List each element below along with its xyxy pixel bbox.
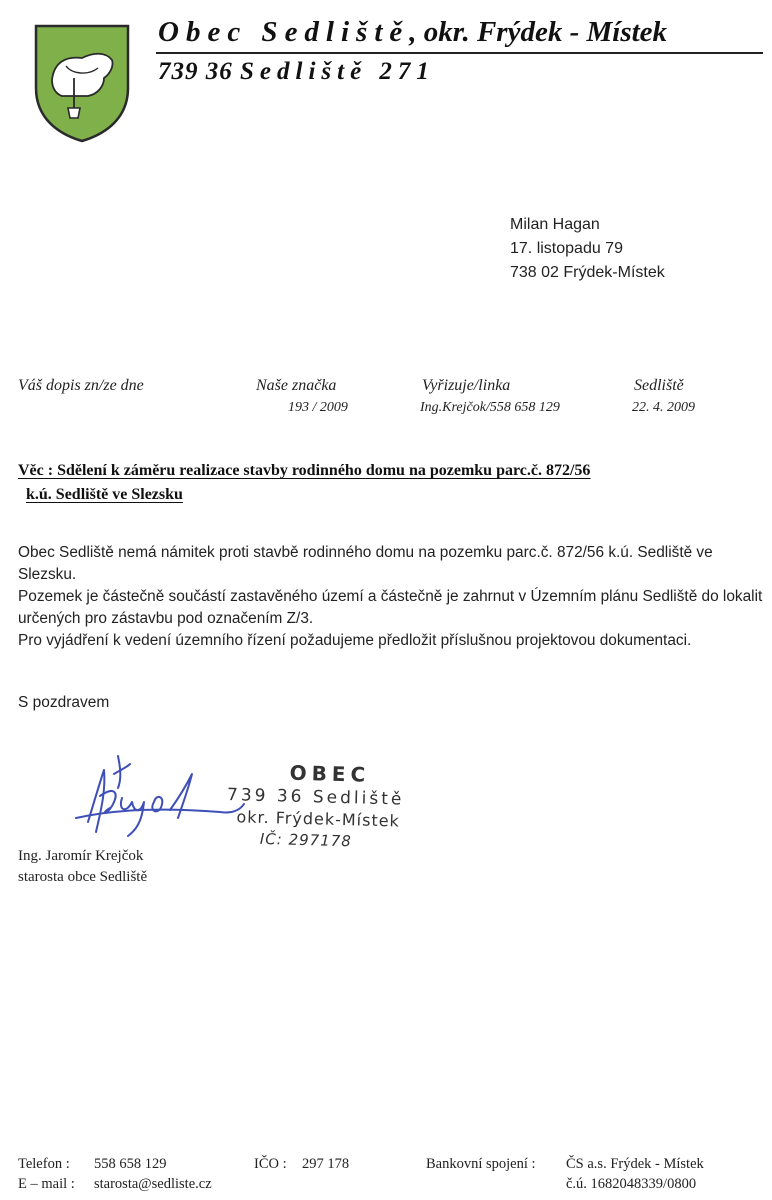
signatory-name: Ing. Jaromír Krejčok <box>18 848 144 864</box>
email-value: starosta@sedliste.cz <box>94 1176 212 1192</box>
subject-line-1: Věc : Sdělení k záměru realizace stavby rodinného domu na pozemku parc.č. 872/56 <box>18 462 591 479</box>
subject <box>18 459 590 507</box>
letter-body <box>18 542 763 652</box>
our-ref-label: Naše značka <box>256 377 337 394</box>
handled-by-value: Ing.Krejčok/558 658 129 <box>420 400 560 415</box>
address-town: Sedliště 271 <box>240 58 435 85</box>
recipient-city: 738 02 Frýdek-Místek <box>510 264 665 281</box>
bank-label: Bankovní spojení : <box>426 1156 536 1172</box>
stamp-line-3: okr. Frýdek-Místek <box>236 807 401 831</box>
official-stamp <box>226 758 406 853</box>
handwritten-signature <box>70 752 250 842</box>
title-underline <box>156 52 763 54</box>
address-zip: 739 36 <box>158 58 233 85</box>
phone-value: 558 658 129 <box>94 1156 167 1172</box>
district-name: , okr. Frýdek - Místek <box>409 16 668 48</box>
signatory <box>18 846 147 888</box>
email-label: E – mail : <box>18 1176 75 1192</box>
signatory-role: starosta obce Sedliště <box>18 869 148 885</box>
handled-by-label: Vyřizuje/linka <box>422 377 511 394</box>
body-paragraph-1: Obec Sedliště nemá námitek proti stavbě rodinného domu na pozemku parc.č. 872/56 k.ú. Sedliště ve Slezsku. <box>18 544 713 583</box>
bank-name: ČS a.s. Frýdek - Místek <box>566 1156 704 1172</box>
ico-label: IČO : <box>254 1156 287 1172</box>
letterhead-title <box>158 16 667 49</box>
municipality-name: Obec Sedliště <box>158 16 410 48</box>
letter-date: 22. 4. 2009 <box>632 400 695 415</box>
stamp-line-2: 739 36 Sedliště <box>226 784 405 810</box>
our-ref-value: 193 / 2009 <box>288 400 348 415</box>
stamp-line-1: OBEC <box>289 760 371 787</box>
your-letter-label: Váš dopis zn/ze dne <box>18 377 144 394</box>
stamp-line-4: IČ: 297178 <box>259 829 353 851</box>
body-paragraph-2: Pozemek je částečně součástí zastavěného území a částečně je zahrnut v Územním plánu Sedliště do lokalit určených pro zástavbu pod označením Z/3. <box>18 588 763 627</box>
body-paragraph-3: Pro vyjádření k vedení územního řízení požadujeme předložit příslušnou projektovou dokumentaci. <box>18 632 692 649</box>
letterhead-address <box>158 58 435 86</box>
recipient-name: Milan Hagan <box>510 216 600 233</box>
recipient-street: 17. listopadu 79 <box>510 240 623 257</box>
place-label: Sedliště <box>634 377 684 394</box>
coat-of-arms-icon <box>32 22 132 144</box>
phone-label: Telefon : <box>18 1156 70 1172</box>
subject-line-2: k.ú. Sedliště ve Slezsku <box>26 486 183 503</box>
ico-value: 297 178 <box>302 1156 350 1172</box>
recipient-address <box>510 213 665 285</box>
greeting: S pozdravem <box>18 694 110 711</box>
bank-account: č.ú. 1682048339/0800 <box>566 1176 697 1192</box>
